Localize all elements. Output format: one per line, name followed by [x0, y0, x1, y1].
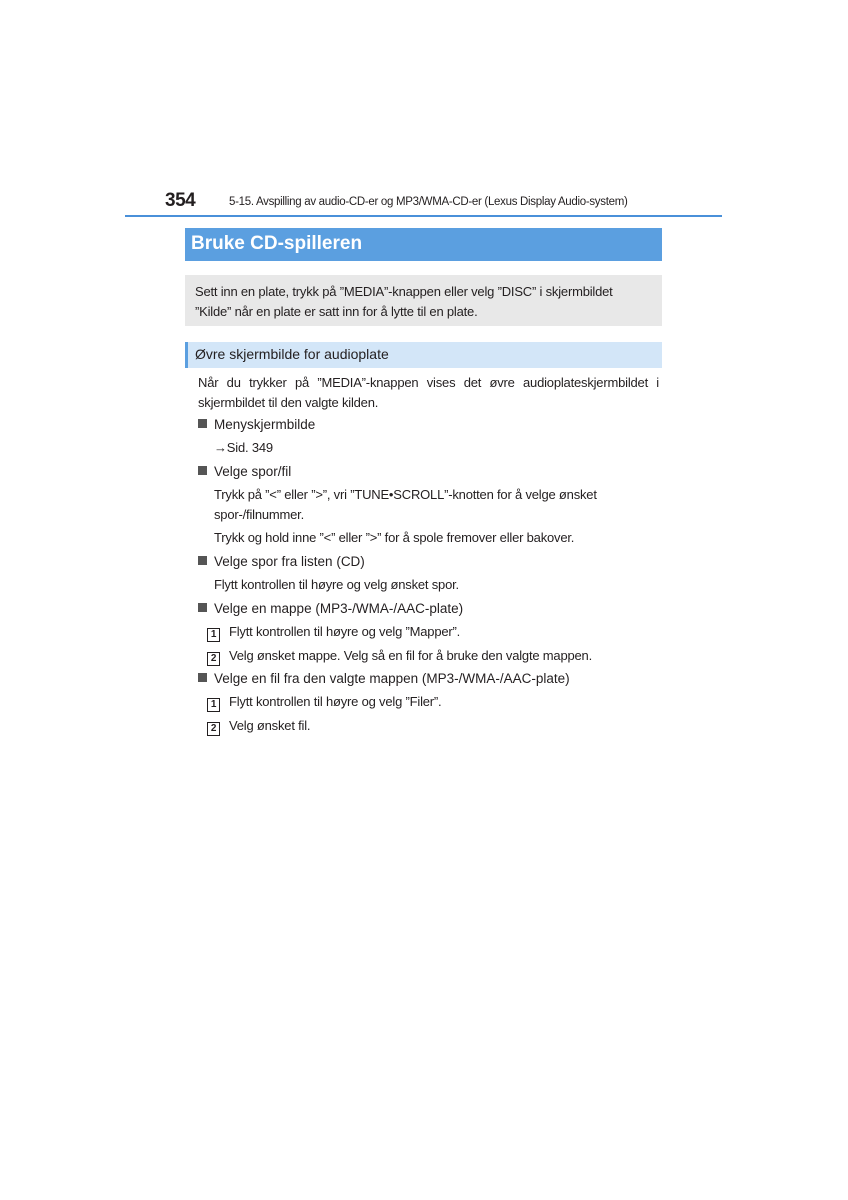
step-row: 1 Flytt kontrollen til høyre og velg ”Filer”.: [207, 692, 441, 712]
section-title: Bruke CD-spilleren: [191, 233, 363, 254]
header-rule: [125, 215, 722, 217]
bullet-square-icon: [198, 466, 207, 475]
item-heading: Menyskjermbilde: [198, 415, 315, 435]
item-text: Trykk på ”<” eller ”>”, vri ”TUNE•SCROLL”-knotten for å velge ønsket spor-/filnummer.: [214, 487, 597, 522]
item-text: Flytt kontrollen til høyre og velg ønsket spor.: [214, 577, 459, 592]
subsection-title: Øvre skjermbilde for audioplate: [185, 342, 662, 368]
page-number: 354: [165, 190, 196, 211]
item-heading: Velge spor/fil: [198, 462, 291, 482]
running-head: 5-15. Avspilling av audio-CD-er og MP3/WMA-CD-er (Lexus Display Audio-system): [229, 196, 628, 208]
step-number-icon: 1: [207, 628, 220, 642]
subsection-text: Når du trykker på ”MEDIA”-knappen vises det øvre audioplateskjermbildet i skjermbildet til den valgte kilden.: [198, 375, 659, 410]
item-heading: Velge en fil fra den valgte mappen (MP3-/WMA-/AAC-plate): [198, 669, 570, 689]
bullet-square-icon: [198, 556, 207, 565]
intro-box: Sett inn en plate, trykk på ”MEDIA”-knappen eller velg ”DISC” i skjermbildet ”Kilde” når en plate er satt inn for å lytte til en plate.: [185, 275, 662, 326]
bullet-square-icon: [198, 673, 207, 682]
item-heading: Velge en mappe (MP3-/WMA-/AAC-plate): [198, 599, 463, 619]
bullet-square-icon: [198, 419, 207, 428]
item-text: →Sid. 349: [214, 440, 273, 455]
step-number-icon: 2: [207, 722, 220, 736]
step-row: 2 Velg ønsket mappe. Velg så en fil for å bruke den valgte mappen.: [207, 646, 592, 666]
step-row: 2 Velg ønsket fil.: [207, 716, 310, 736]
item-heading: Velge spor fra listen (CD): [198, 552, 365, 572]
step-number-icon: 2: [207, 652, 220, 666]
item-text: Trykk og hold inne ”<” eller ”>” for å spole fremover eller bakover.: [214, 530, 575, 545]
section-title-bar: [185, 228, 662, 261]
step-number-icon: 1: [207, 698, 220, 712]
step-row: 1 Flytt kontrollen til høyre og velg ”Mapper”.: [207, 622, 460, 642]
bullet-square-icon: [198, 603, 207, 612]
